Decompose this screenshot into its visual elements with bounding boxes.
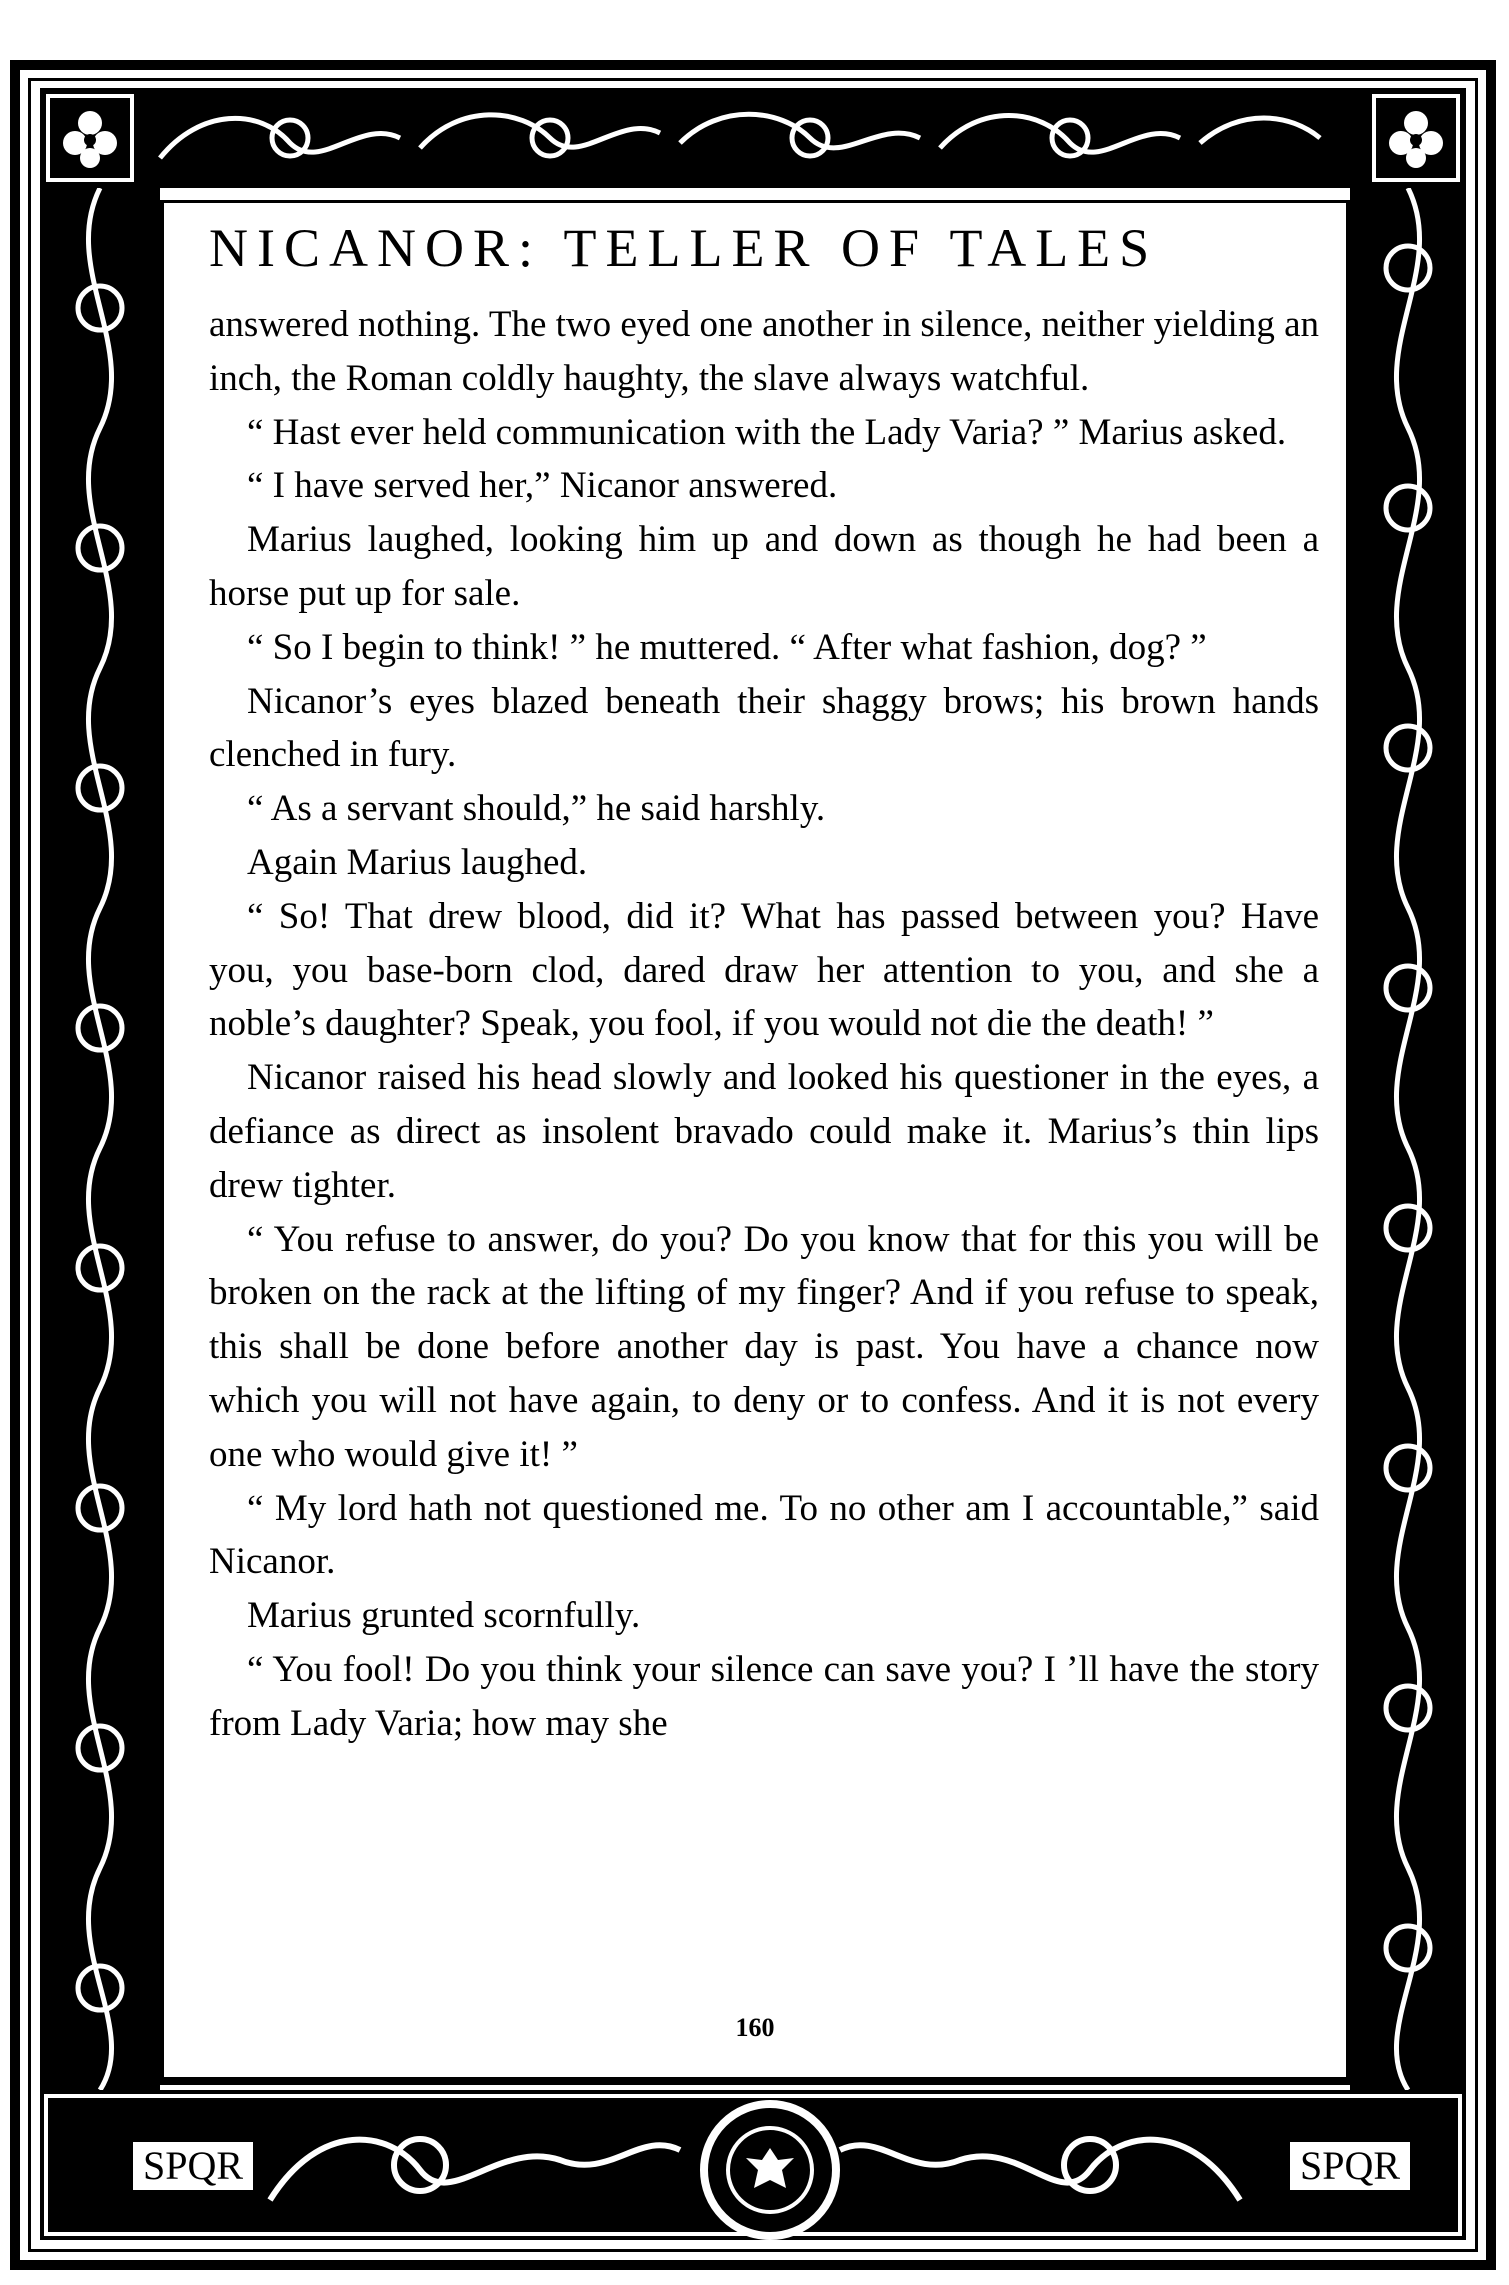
paragraph: “ My lord hath not questioned me. To no other am I accountable,” said Nicanor. xyxy=(209,1487,1319,1583)
vine-ornament-icon xyxy=(1350,188,1466,2090)
paragraph: “ I have served her,” Nicanor answered. xyxy=(247,465,838,507)
body-text xyxy=(209,298,1319,1751)
text-panel xyxy=(160,200,1350,2085)
paragraph: Nicanor’s eyes blazed beneath their shaggy brows; his brown hands clenched in fury. xyxy=(209,680,1319,776)
paragraph: Again Marius laughed. xyxy=(247,841,588,883)
paragraph: “ As a servant should,” he said harshly. xyxy=(247,788,826,830)
paragraph: Marius grunted scornfully. xyxy=(247,1595,641,1637)
paragraph: Marius laughed, looking him up and down as though he had been a horse put up for sale. xyxy=(209,519,1319,614)
paragraph: answered nothing. The two eyed one another in silence, neither yielding an inch, the Roman coldly haughty, the slave always watchful. xyxy=(209,304,1319,399)
eagle-medallion xyxy=(700,2100,840,2240)
paragraph: “ You refuse to answer, do you? Do you know that for this you will be broken on the rack at the lifting of my finger? And if you refuse to speak, this shall be done before another day is past. You have a chance now which you will not have again, to deny or to confess. And it is not every one who would give it! ” xyxy=(209,1218,1319,1475)
running-head: NICANOR: TELLER OF TALES xyxy=(209,218,1159,278)
paragraph: “ Hast ever held communication with the Lady Varia? ” Marius asked. xyxy=(247,411,1287,453)
right-ornament-band xyxy=(1350,188,1466,2090)
left-ornament-band xyxy=(40,188,160,2090)
paragraph: Nicanor raised his head slowly and looked his questioner in the eyes, a defiance as direct as insolent bravado could make it. Marius’s thin lips drew tighter. xyxy=(209,1057,1319,1206)
page-number: 160 xyxy=(735,2013,775,2042)
medallion-inner-ring xyxy=(726,2126,814,2214)
paragraph: “ So I begin to think! ” he muttered. “ After what fashion, dog? ” xyxy=(247,626,1207,668)
vine-ornament-icon xyxy=(40,188,160,2090)
paragraph: “ So! That drew blood, did it? What has passed between you? Have you, you base-born clod, dared draw her attention to you, and she a noble’s daughter? Speak, you fool, if you would not die the death! ” xyxy=(209,895,1319,1045)
eagle-icon xyxy=(730,2130,810,2210)
spqr-tablet-right: SPQR xyxy=(1285,2137,1415,2195)
top-ornament-band xyxy=(40,88,1466,188)
paragraph: “ You fool! Do you think your silence can save you? I ’ll have the story from Lady Varia; how may she xyxy=(209,1648,1319,1744)
spqr-tablet-left: SPQR xyxy=(128,2137,258,2195)
scroll-ornament-icon xyxy=(40,88,1466,188)
